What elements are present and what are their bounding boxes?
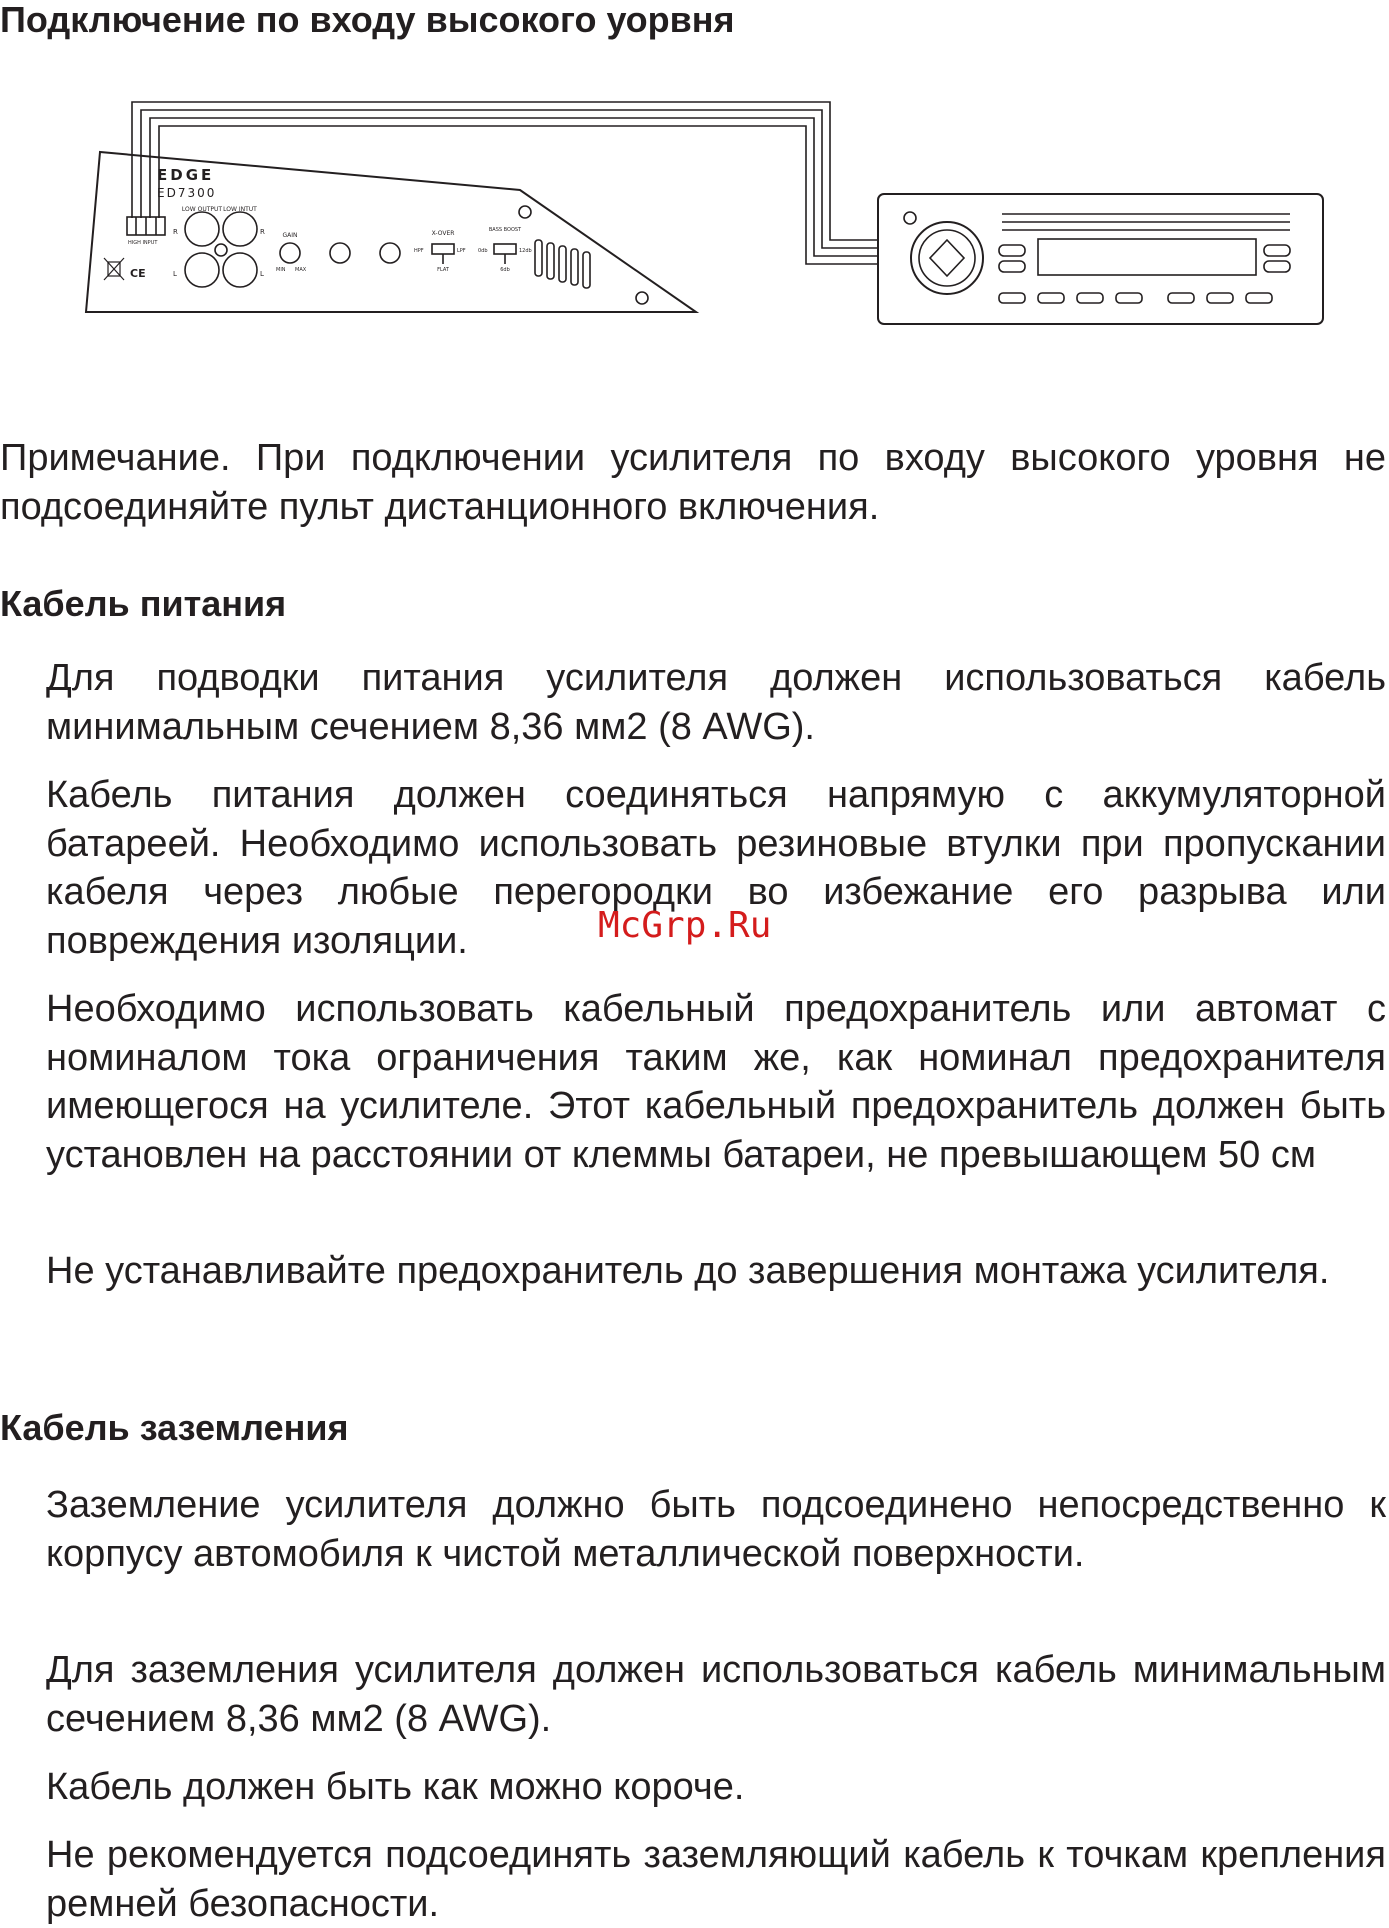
page-title: Подключение по входу высокого уорвня: [0, 0, 735, 40]
installation-note: Примечание. При подключении усилителя по входу высокого уровня не подсоединяйте пульт дистанционного включения.: [0, 437, 1386, 528]
head-unit: [878, 194, 1323, 324]
low-input-r-jack: [223, 212, 257, 246]
ground-cable-paragraph-4: Не рекомендуется подсоединять заземляющий кабель к точкам крепления ремней безопасности.: [46, 1834, 1386, 1925]
ce-mark-icon: CE: [130, 267, 146, 280]
bass-12db-label: 12db: [519, 248, 532, 254]
high-input-label: HIGH INPUT: [128, 240, 158, 246]
bass-boost-label: BASS BOOST: [488, 227, 522, 233]
bass-0db-label: 0db: [478, 248, 488, 254]
power-cable-heading: Кабель питания: [0, 583, 287, 624]
power-cable-paragraph-4: Не устанавливайте предохранитель до завершения монтажа усилителя.: [46, 1250, 1330, 1292]
xover-switch: [432, 244, 454, 254]
low-input-l-jack: [223, 253, 257, 287]
power-cable-paragraph-1: Для подводки питания усилителя должен использоваться кабель минимальным сечением 8,36 мм2 (8 AWG).: [46, 657, 1386, 748]
bass-boost-switch: [494, 244, 516, 254]
gain-knob: [280, 243, 300, 263]
amp-brand: EDGE: [157, 166, 215, 184]
l-label-right: L: [260, 270, 264, 278]
power-cable-paragraph-3: Необходимо использовать кабельный предохранитель или автомат с номиналом тока ограничения таким же, как номинал предохранителя имеющегося на усилителе. Этот кабельный предохранитель должен быть установлен на расстоянии от клеммы батареи, не превышающем 50 см: [46, 988, 1386, 1176]
connection-diagram: [0, 100, 1389, 360]
r-label-left: R: [173, 228, 178, 236]
gain-min-label: MIN: [276, 267, 286, 273]
low-output-r-jack: [185, 212, 219, 246]
bass-6db-label: 6db: [500, 267, 510, 273]
r-label-right: R: [260, 228, 265, 236]
watermark: McGrp.Ru: [598, 905, 772, 946]
ground-cable-paragraph-2: Для заземления усилителя должен использоваться кабель минимальным сечением 8,36 мм2 (8 AWG).: [46, 1649, 1386, 1740]
low-output-label: LOW OUTPUT: [181, 206, 223, 213]
low-output-l-jack: [185, 253, 219, 287]
ground-cable-paragraph-3: Кабель должен быть как можно короче.: [46, 1766, 745, 1808]
flat-label: FLAT: [437, 267, 449, 273]
recycle-bin-icon: [104, 258, 124, 280]
xover-label: X-OVER: [431, 230, 455, 237]
hpf-label: HPF: [414, 248, 424, 254]
head-unit-display: [1038, 239, 1256, 275]
low-input-label: LOW INTUT: [223, 206, 257, 213]
ground-cable-heading: Кабель заземления: [0, 1407, 349, 1448]
ground-cable-paragraph-1: Заземление усилителя должно быть подсоединено непосредственно к корпусу автомобиля к чистой металлической поверхности.: [46, 1484, 1386, 1575]
lpf-label: LPF: [457, 248, 466, 254]
l-label-left: L: [173, 270, 177, 278]
speaker-wires: [132, 102, 878, 264]
gain-label: GAIN: [282, 232, 298, 239]
amp-model: ED7300: [157, 186, 217, 200]
gain-max-label: MAX: [295, 267, 307, 273]
power-cable-paragraph-2: Кабель питания должен соединяться напрямую с аккумуляторной батареей. Необходимо использовать резиновые втулки при пропускании кабеля через любые перегородки во избежание его разрыва или повреждения изоляции.: [46, 774, 1386, 962]
